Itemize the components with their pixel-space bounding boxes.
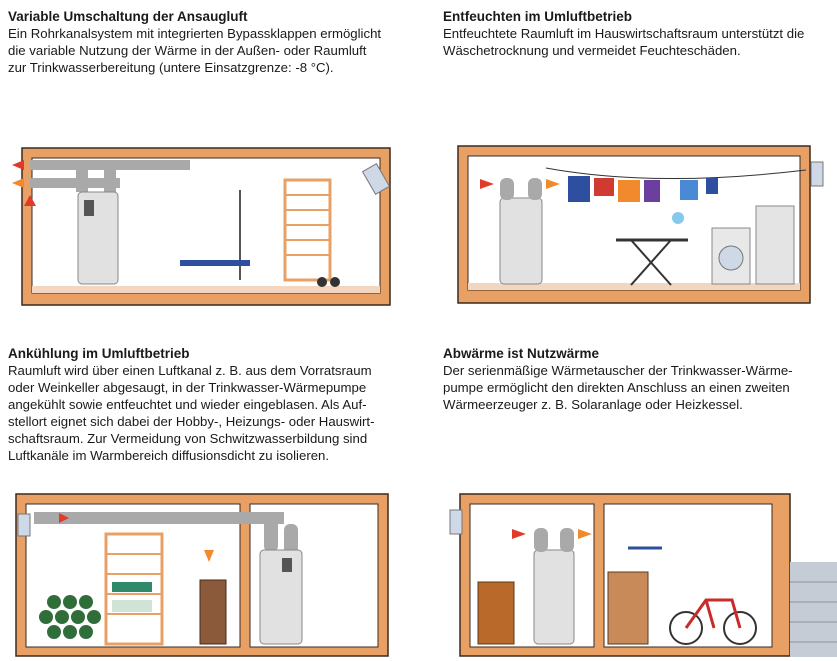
steam-icon [672, 212, 684, 224]
duct-left [500, 178, 514, 200]
boiler [478, 582, 514, 644]
duct-right [528, 178, 542, 200]
panel-2-body: Entfeuchtete Raumluft im Hauswirtschaftsraum unterstützt die Wäschetrocknung und vermeidet Feuchteschäden. [443, 26, 805, 58]
weight-bench [180, 260, 250, 266]
arrow-out-icon [12, 178, 24, 188]
laundry-towel-blue [680, 180, 698, 200]
duct-right [560, 528, 574, 552]
panel-2-title: Entfeuchten im Umluftbetrieb [443, 9, 633, 24]
bypass-flap [18, 514, 30, 536]
panel-4-body: Der serienmäßige Wärmetauscher der Trinkwasser-Wärme- pumpe ermöglicht den direkten Anschluss an einen zweiten Wärmeerzeuger z. B. Solaranlage oder Heizkessel. [443, 363, 793, 412]
panel-1-body: Ein Rohrkanalsystem mit integrierten Bypassklappen ermöglicht die variable Nutzung der Wärme in der Außen- oder Raumluft zur Trinkwasserbereitung (untere Einsatzgrenze: -8 °C). [8, 26, 382, 75]
duct-vertical [264, 512, 278, 552]
laundry-shirt-blue [568, 176, 590, 202]
duct-top [34, 512, 284, 524]
stairs [790, 562, 837, 657]
duct-top [30, 160, 190, 170]
laundry-shirt-red [594, 178, 614, 196]
duct-left [534, 528, 548, 552]
laundry-towel-purple [644, 180, 660, 202]
bypass-flap [450, 510, 462, 534]
bypass-flap [811, 162, 823, 186]
heat-pump-unit [534, 550, 574, 644]
panel-2-text [443, 8, 837, 59]
dumbbell [317, 277, 327, 287]
arrow-in-icon [12, 160, 24, 170]
illustration-storage-room [14, 492, 394, 657]
panel-1-title: Variable Umschaltung der Ansaugluft [8, 9, 248, 24]
panel-1-text [8, 8, 418, 76]
floor [32, 286, 380, 293]
duct-vertical-2 [104, 170, 116, 192]
heat-pump-panel [84, 200, 94, 216]
heat-pump-unit [500, 198, 542, 284]
illustration-laundry-room [456, 140, 826, 305]
dryer [756, 206, 794, 284]
workbench [608, 572, 648, 644]
panel-3-body: Raumluft wird über einen Luftkanal z. B. aus dem Vorratsraum oder Weinkeller abgesaugt, in der Trinkwasser-Wärmepumpe angekühlt sowie entfeuchtet und wieder eingeblasen. Als Auf- stellort eignet sich dabei der Hobby-, Heizungs- oder Hauswirt- schaftsraum. Zur Vermeidung von Schwitzwasserbildung sind Luftkanäle im Warmbereich diffusionsdicht zu isolieren. [8, 363, 375, 463]
duct-vertical [76, 160, 88, 192]
heat-pump-unit [260, 550, 302, 644]
drawer-cabinet [200, 580, 226, 644]
panel-4-text [443, 345, 837, 413]
panel-3-text [8, 345, 428, 464]
panel-3-title: Ankühlung im Umluftbetrieb [8, 346, 190, 361]
laundry-shirt-orange [618, 180, 640, 202]
illustration-gym-room [10, 140, 390, 305]
laundry-sock [706, 178, 718, 194]
illustration-garage [448, 492, 837, 657]
panel-4-title: Abwärme ist Nutzwärme [443, 346, 600, 361]
